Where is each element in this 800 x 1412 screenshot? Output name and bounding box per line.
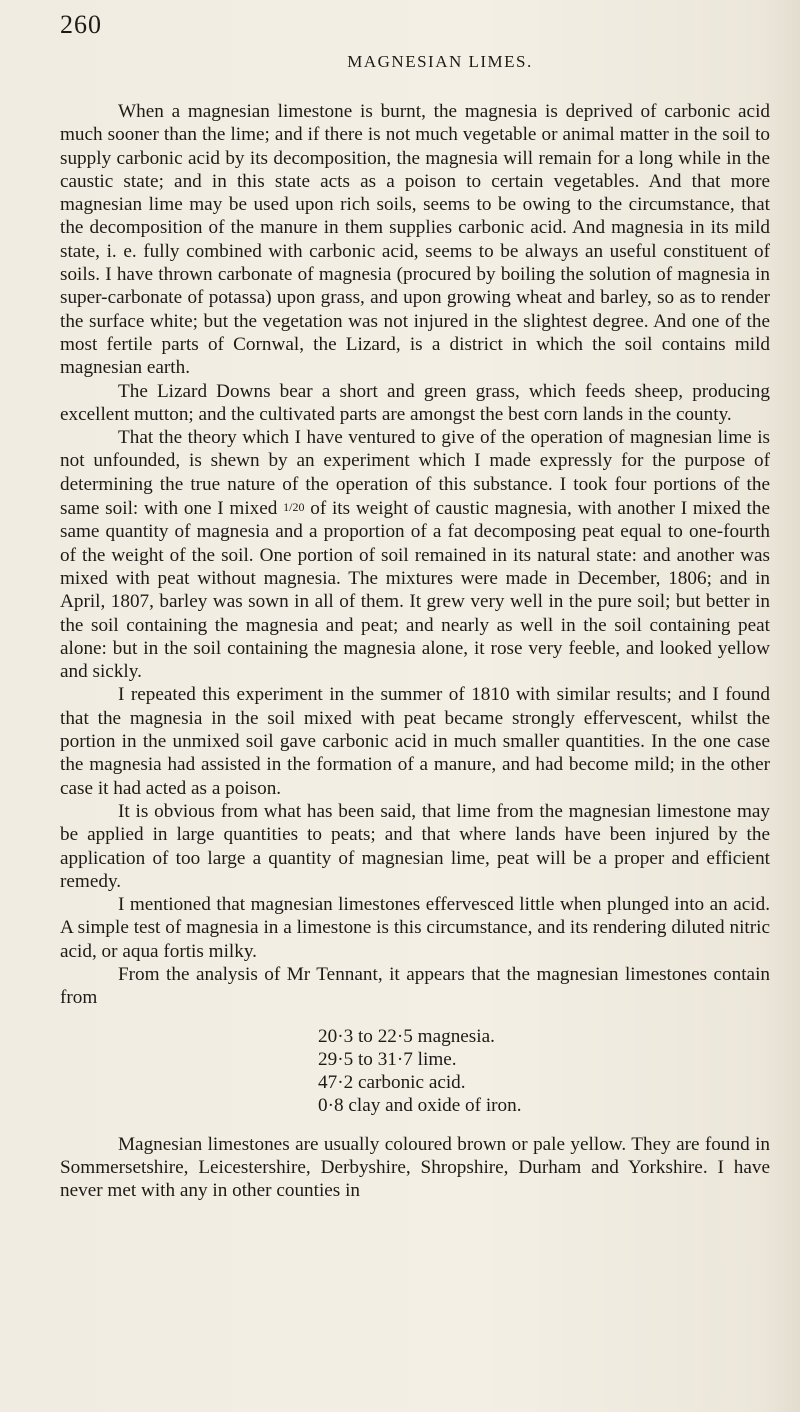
- paragraph-4: I repeated this experiment in the summer of 1810 with similar results; and I found that the magnesia in the soil mixed with peat became strongly effervescent, whilst the portion in the unmixed soil gave carbonic acid in much smaller quantities. In the one case the magnesia had assisted in the formation of a manure, and had become mild; in the other case it had acted as a poison.: [60, 684, 770, 799]
- fraction-one-twentieth: 1/20: [283, 500, 305, 515]
- paragraph-3-start: That the theory which I have ventured to give of the operation of magnesian lime is not unfounded, is shewn by an experiment which I made expressly for the purpose of determining the true nature of the operation of this substance. I took four portions of the same soil: with one I mixed: [60, 427, 770, 520]
- page-number: 260: [60, 10, 102, 39]
- paragraph-3-end: of its weight of caustic magnesia, with another I mixed the same quantity of magnesia and a proportion of a fat decomposing peat equal to one-fourth of the weight of the soil. One portion of soil remained in its natural state: and another was mixed with peat without magnesia. The mixtures were made in December, 1806; and in April, 1807, barley was sown in all of them. It grew very well in the pure soil; but better in the soil containing the magnesia and peat; and nearly as well in the soil containing peat alone: but in the soil containing the magnesia alone, it rose very feeble, and looked yellow and sickly.: [60, 498, 770, 683]
- composition-row-clay-oxide: 0·8 clay and oxide of iron.: [318, 1095, 522, 1117]
- body-text: [60, 100, 770, 1203]
- paragraph-8: Magnesian limestones are usually coloured brown or pale yellow. They are found in Sommersetshire, Leicestershire, Derbyshire, Shropshire, Durham and Yorkshire. I have never met with any in other counties in: [60, 1133, 770, 1202]
- paragraph-6: I mentioned that magnesian limestones effervesced little when plunged into an acid. A simple test of magnesia in a limestone is this circumstance, and its rendering diluted nitric acid, or aqua fortis milky.: [60, 894, 770, 962]
- composition-table: [318, 1025, 770, 1118]
- page-header: [60, 10, 740, 50]
- paragraph-2: The Lizard Downs bear a short and green grass, which feeds sheep, producing excellent mutton; and the cultivated parts are amongst the best corn lands in the county.: [60, 380, 770, 425]
- composition-row-magnesia: 20·3 to 22·5 magnesia.: [318, 1025, 495, 1047]
- paragraph-3: [60, 426, 770, 683]
- composition-row-lime: 29·5 to 31·7 lime.: [318, 1048, 457, 1070]
- running-head: MAGNESIAN LIMES.: [347, 52, 533, 71]
- composition-row-carbonic-acid: 47·2 carbonic acid.: [318, 1072, 466, 1094]
- paragraph-7: From the analysis of Mr Tennant, it appears that the magnesian limestones contain from: [60, 963, 770, 1009]
- paragraph-1: When a magnesian limestone is burnt, the magnesia is deprived of carbonic acid much sooner than the lime; and if there is not much vegetable or animal matter in the soil to supply carbonic acid by its decomposition, the magnesia will remain for a long while in the caustic state; and in this state acts as a poison to certain vegetables. And that more magnesian lime may be used upon rich soils, seems to be owing to the circumstance, that the decomposition of the manure in them supplies carbonic acid. And magnesia in its mild state, i. e. fully combined with carbonic acid, seems to be always an useful constituent of soils. I have thrown carbonate of magnesia (procured by boiling the solution of magnesia in super-carbonate of potassa) upon grass, and upon growing wheat and barley, so as to render the surface white; but the vegetation was not injured in the slightest degree. And one of the most fertile parts of Cornwal, the Lizard, is a district in which the soil contains mild magnesian earth.: [60, 101, 770, 379]
- paragraph-5: It is obvious from what has been said, that lime from the magnesian limestone may be applied in large quantities to peats; and that where lands have been injured by the application of too large a quantity of magnesian lime, peat will be a proper and efficient remedy.: [60, 800, 770, 892]
